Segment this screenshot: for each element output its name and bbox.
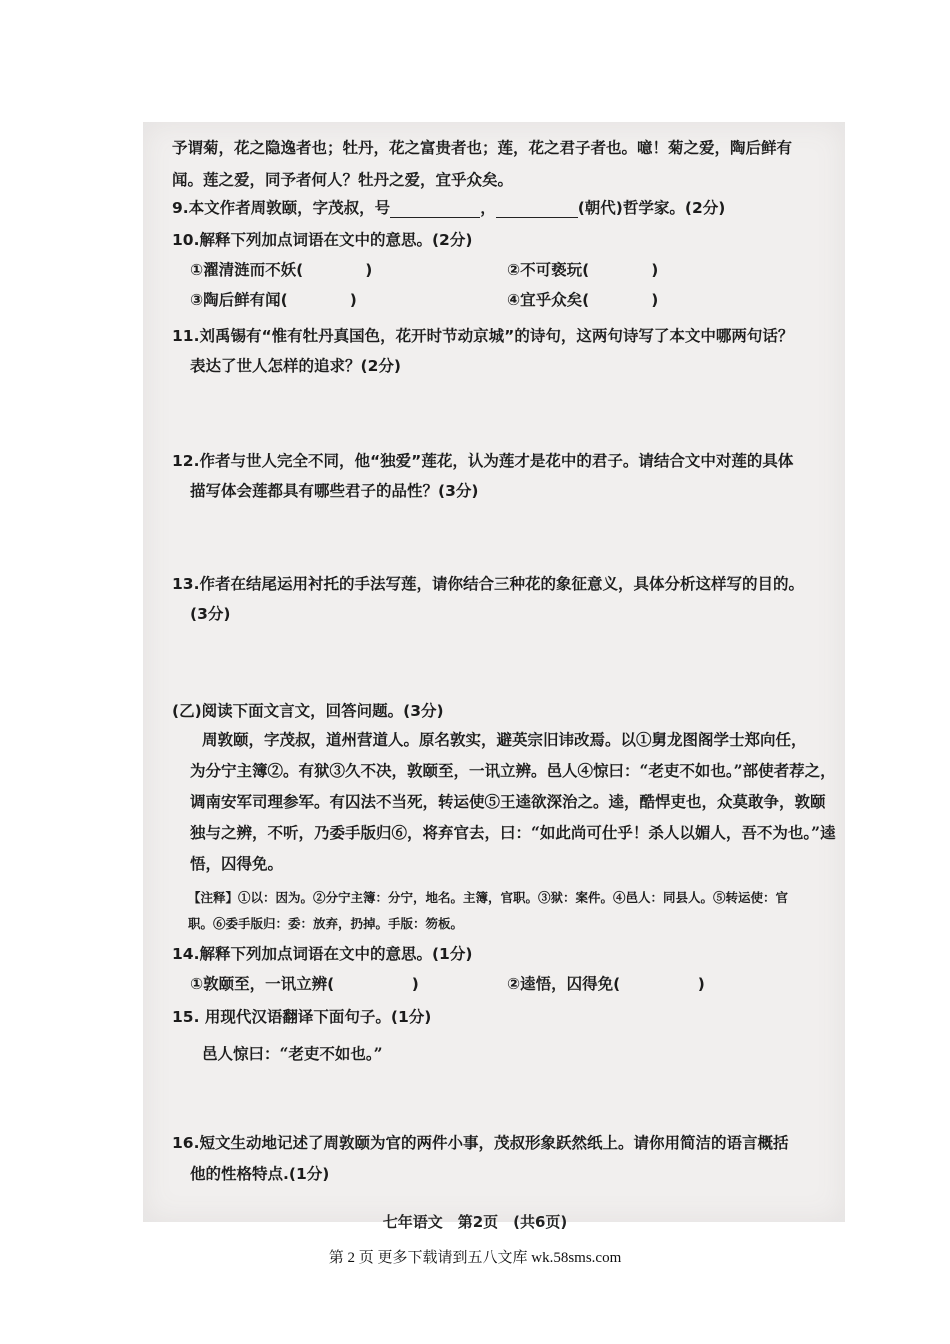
- yi-notes-line-1: 【注释】①以：因为。②分宁主簿：分宁，地名。主簿，官职。③狱：案件。④邑人：同县人。⑤转运使：官: [188, 890, 789, 905]
- question-16-line-2: 他的性格特点.(1分): [190, 1165, 330, 1183]
- q9-text-b: ，: [480, 199, 496, 217]
- yi-passage-line-2: 为分宁主簿②。有狱③久不决，敦颐至，一讯立辨。邑人④惊曰：“老吏不如也。”部使者荐之，: [190, 761, 836, 780]
- q9-text-c: (朝代)哲学家。(2分): [577, 199, 726, 217]
- question-9: [172, 196, 725, 218]
- yi-passage-line-1: 周敦颐，字茂叔，道州营道人。原名敦实，避英宗旧讳改焉。以①舅龙图阁学士郑向任，: [202, 730, 807, 749]
- q10-item-3: ③陶后鲜有闻( ): [190, 291, 357, 309]
- yi-passage-line-3: 调南安军司理参军。有囚法不当死，转运使⑤王逵欲深治之。逵，酷悍吏也，众莫敢争，敦颐: [190, 792, 826, 811]
- q14-item-2: ②逵悟，囚得免( ): [507, 975, 705, 993]
- question-15-title: 15. 用现代汉语翻译下面句子。(1分): [172, 1008, 432, 1026]
- yi-notes-line-2: 职。⑥委手版归：委：放弃，扔掉。手版：笏板。: [188, 916, 464, 931]
- q14-item-1: ①敦颐至，一讯立辨( ): [190, 975, 419, 993]
- question-12-line-1: 12.作者与世人完全不同，他“独爱”莲花，认为莲才是花中的君子。请结合文中对莲的具体: [172, 452, 794, 470]
- q9-text-a: 9.本文作者周敦颐，字茂叔，号: [172, 199, 391, 217]
- download-footer: 第 2 页 更多下载请到五八文库 wk.58sms.com: [328, 1250, 622, 1266]
- q10-item-4: ④宜乎众矣( ): [507, 291, 659, 309]
- q15-sentence: 邑人惊曰：“老吏不如也。”: [202, 1044, 383, 1063]
- passage-line-2: 闻。莲之爱，同予者何人？牡丹之爱，宜乎众矣。: [172, 170, 514, 189]
- question-11-line-2: 表达了世人怎样的追求？(2分): [190, 357, 401, 375]
- question-10-title: 10.解释下列加点词语在文中的意思。(2分): [172, 231, 473, 249]
- q10-item-1: ①濯清涟而不妖( ): [190, 261, 373, 279]
- question-13-line-2: (3分): [190, 605, 231, 623]
- yi-passage-line-4: 独与之辨，不听，乃委手版归⑥，将弃官去，曰：“如此尚可仕乎！杀人以媚人，吾不为也。”逵: [190, 823, 836, 842]
- question-11-line-1: 11.刘禹锡有“惟有牡丹真国色，花开时节动京城”的诗句，这两句诗写了本文中哪两句话？: [172, 327, 794, 345]
- q9-blank-1[interactable]: [390, 217, 480, 218]
- question-16-line-1: 16.短文生动地记述了周敦颐为官的两件小事，茂叔形象跃然纸上。请你用简洁的语言概括: [172, 1134, 789, 1152]
- scan-page-footer: 七年语文 第2页 (共6页): [382, 1213, 568, 1231]
- q9-blank-2[interactable]: [496, 217, 578, 218]
- passage-line-1: 予谓菊，花之隐逸者也；牡丹，花之富贵者也；莲，花之君子者也。噫！菊之爱，陶后鲜有: [172, 138, 793, 157]
- question-13-line-1: 13.作者在结尾运用衬托的手法写莲，请你结合三种花的象征意义，具体分析这样写的目的。: [172, 575, 804, 593]
- question-14-title: 14.解释下列加点词语在文中的意思。(1分): [172, 945, 473, 963]
- yi-passage-line-5: 悟，囚得免。: [190, 854, 284, 873]
- question-12-line-2: 描写体会莲都具有哪些君子的品性？(3分): [190, 482, 479, 500]
- section-yi-title: (乙)阅读下面文言文，回答问题。(3分): [172, 702, 444, 720]
- q10-item-2: ②不可亵玩( ): [507, 261, 659, 279]
